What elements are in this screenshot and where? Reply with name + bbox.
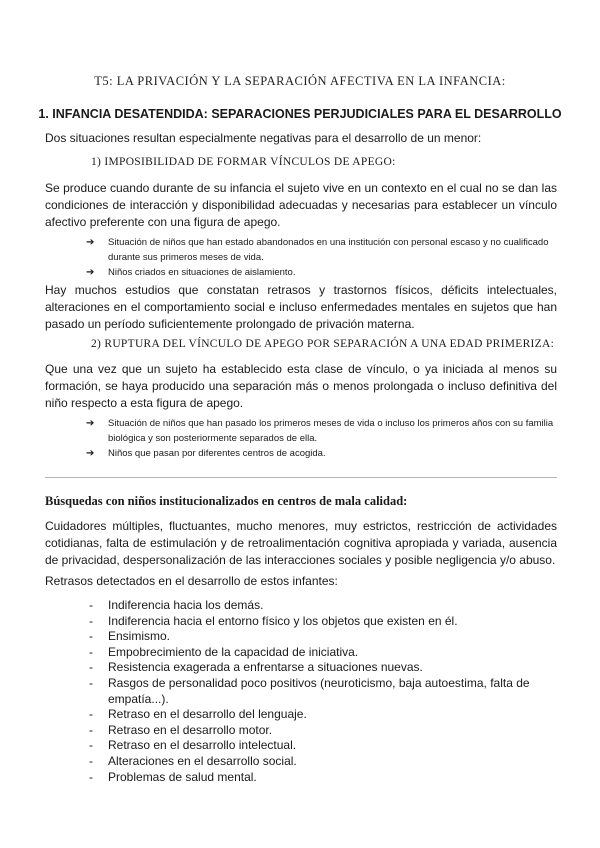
document-title: T5: LA PRIVACIÓN Y LA SEPARACIÓN AFECTIVA EN LA INFANCIA: (94, 74, 506, 88)
list-item-text: Situación de niños que han pasado los primeros meses de vida o incluso los primeros años con su familia biológica y son posteriormente separados de ella. (108, 418, 554, 444)
list-item-text: Indiferencia hacia el entorno físico y los objetos que existen en él. (108, 613, 458, 628)
dash-bullet: - (89, 738, 93, 753)
list-item (86, 416, 560, 446)
section-2-heading: Búsquedas con niños institucionalizados en centros de mala calidad: (45, 494, 408, 508)
arrow-icon: ➔ (86, 448, 95, 459)
list-item-text: Alteraciones en el desarrollo social. (108, 753, 297, 768)
subsection-2-paragraph: Que una vez que un sujeto ha establecido esta clase de vínculo, o ya iniciada al menos su formación, se haya producido una separación más o menos prolongada o incluso definitiva del niño respecto a esta figura de apego. (45, 362, 557, 410)
arrow-icon: ➔ (86, 418, 95, 429)
arrow-icon: ➔ (86, 237, 95, 248)
list-item (89, 676, 569, 707)
dash-bullet: - (89, 660, 93, 675)
list-item-text: Niños que pasan por diferentes centros de acogida. (108, 448, 326, 459)
list-item (86, 235, 560, 265)
list-item-text: Empobrecimiento de la capacidad de iniciativa. (108, 644, 359, 659)
list-item (89, 598, 569, 614)
list-item-text: Retraso en el desarrollo del lenguaje. (108, 707, 307, 722)
subsection-1-heading: 1) IMPOSIBILIDAD DE FORMAR VÍNCULOS DE APEGO: (91, 156, 396, 168)
dash-bullet: - (89, 598, 93, 612)
dash-bullet: - (89, 629, 93, 644)
list-item (89, 660, 569, 676)
dash-bullet: - (89, 675, 93, 690)
list-item-text: Ensimismo. (108, 629, 171, 644)
dash-bullet: - (89, 753, 93, 768)
list-item (89, 723, 569, 739)
delays-list (89, 598, 569, 785)
list-item-text: Problemas de salud mental. (108, 769, 257, 784)
section-2-list-intro: Retrasos detectados en el desarrollo de estos infantes: (45, 574, 338, 588)
list-item-text: Indiferencia hacia los demás. (108, 598, 264, 612)
dash-bullet: - (89, 644, 93, 659)
dash-bullet: - (89, 769, 93, 784)
subsection-2-bullet-list (86, 416, 560, 461)
list-item-text: Resistencia exagerada a enfrentarse a situaciones nuevas. (108, 660, 423, 675)
section-1-heading: 1. INFANCIA DESATENDIDA: SEPARACIONES PERJUDICIALES PARA EL DESARROLLO (38, 107, 562, 121)
dash-bullet: - (89, 722, 93, 737)
list-item (89, 629, 569, 645)
list-item (86, 446, 560, 461)
section-divider (45, 477, 557, 478)
list-item-text: Niños criados en situaciones de aislamiento. (108, 267, 296, 278)
dash-bullet: - (89, 613, 93, 628)
subsection-1-paragraph: Se produce cuando durante de su infancia el sujeto vive en un contexto en el cual no se dan las condiciones de interacción y disponibilidad adecuadas y necesarias para establecer un vínculo afectivo preferente con una figura de apego. (45, 181, 557, 229)
section-1-intro: Dos situaciones resultan especialmente negativas para el desarrollo de un menor: (45, 131, 482, 145)
list-item-text: Situación de niños que han estado abandonados en una institución con personal escaso y no cualificado durante sus primeros meses de vida. (108, 237, 549, 263)
list-item-text: Rasgos de personalidad poco positivos (neuroticismo, baja autoestima, falta de empatía...). (108, 675, 530, 706)
list-item (89, 645, 569, 661)
list-item (89, 754, 569, 770)
list-item-text: Retraso en el desarrollo intelectual. (108, 738, 297, 753)
list-item (89, 738, 569, 754)
subsection-1-bullet-list (86, 235, 560, 280)
list-item (89, 707, 569, 723)
subsection-2-heading: 2) RUPTURA DEL VÍNCULO DE APEGO POR SEPARACIÓN A UNA EDAD PRIMERIZA: (91, 338, 555, 350)
list-item (89, 614, 569, 630)
list-item (86, 265, 560, 280)
section-2-paragraph: Cuidadores múltiples, fluctuantes, mucho menores, muy estrictos, restricción de actividades cotidianas, falta de estimulación y de retroalimentación cognitiva apropiada y variada, ausencia de privacidad, despersonalización de las interacciones sociales y posible negligencia y/o abuso. (45, 519, 557, 567)
arrow-icon: ➔ (86, 267, 95, 278)
dash-bullet: - (89, 707, 93, 722)
subsection-1-paragraph-2: Hay muchos estudios que constatan retrasos y trastornos físicos, déficits intelectuales, alteraciones en el comportamiento social e incluso enfermedades mentales en sujetos que han pasado un período suficientemente prolongado de privación materna. (45, 283, 557, 331)
list-item (89, 770, 569, 786)
list-item-text: Retraso en el desarrollo motor. (108, 722, 273, 737)
